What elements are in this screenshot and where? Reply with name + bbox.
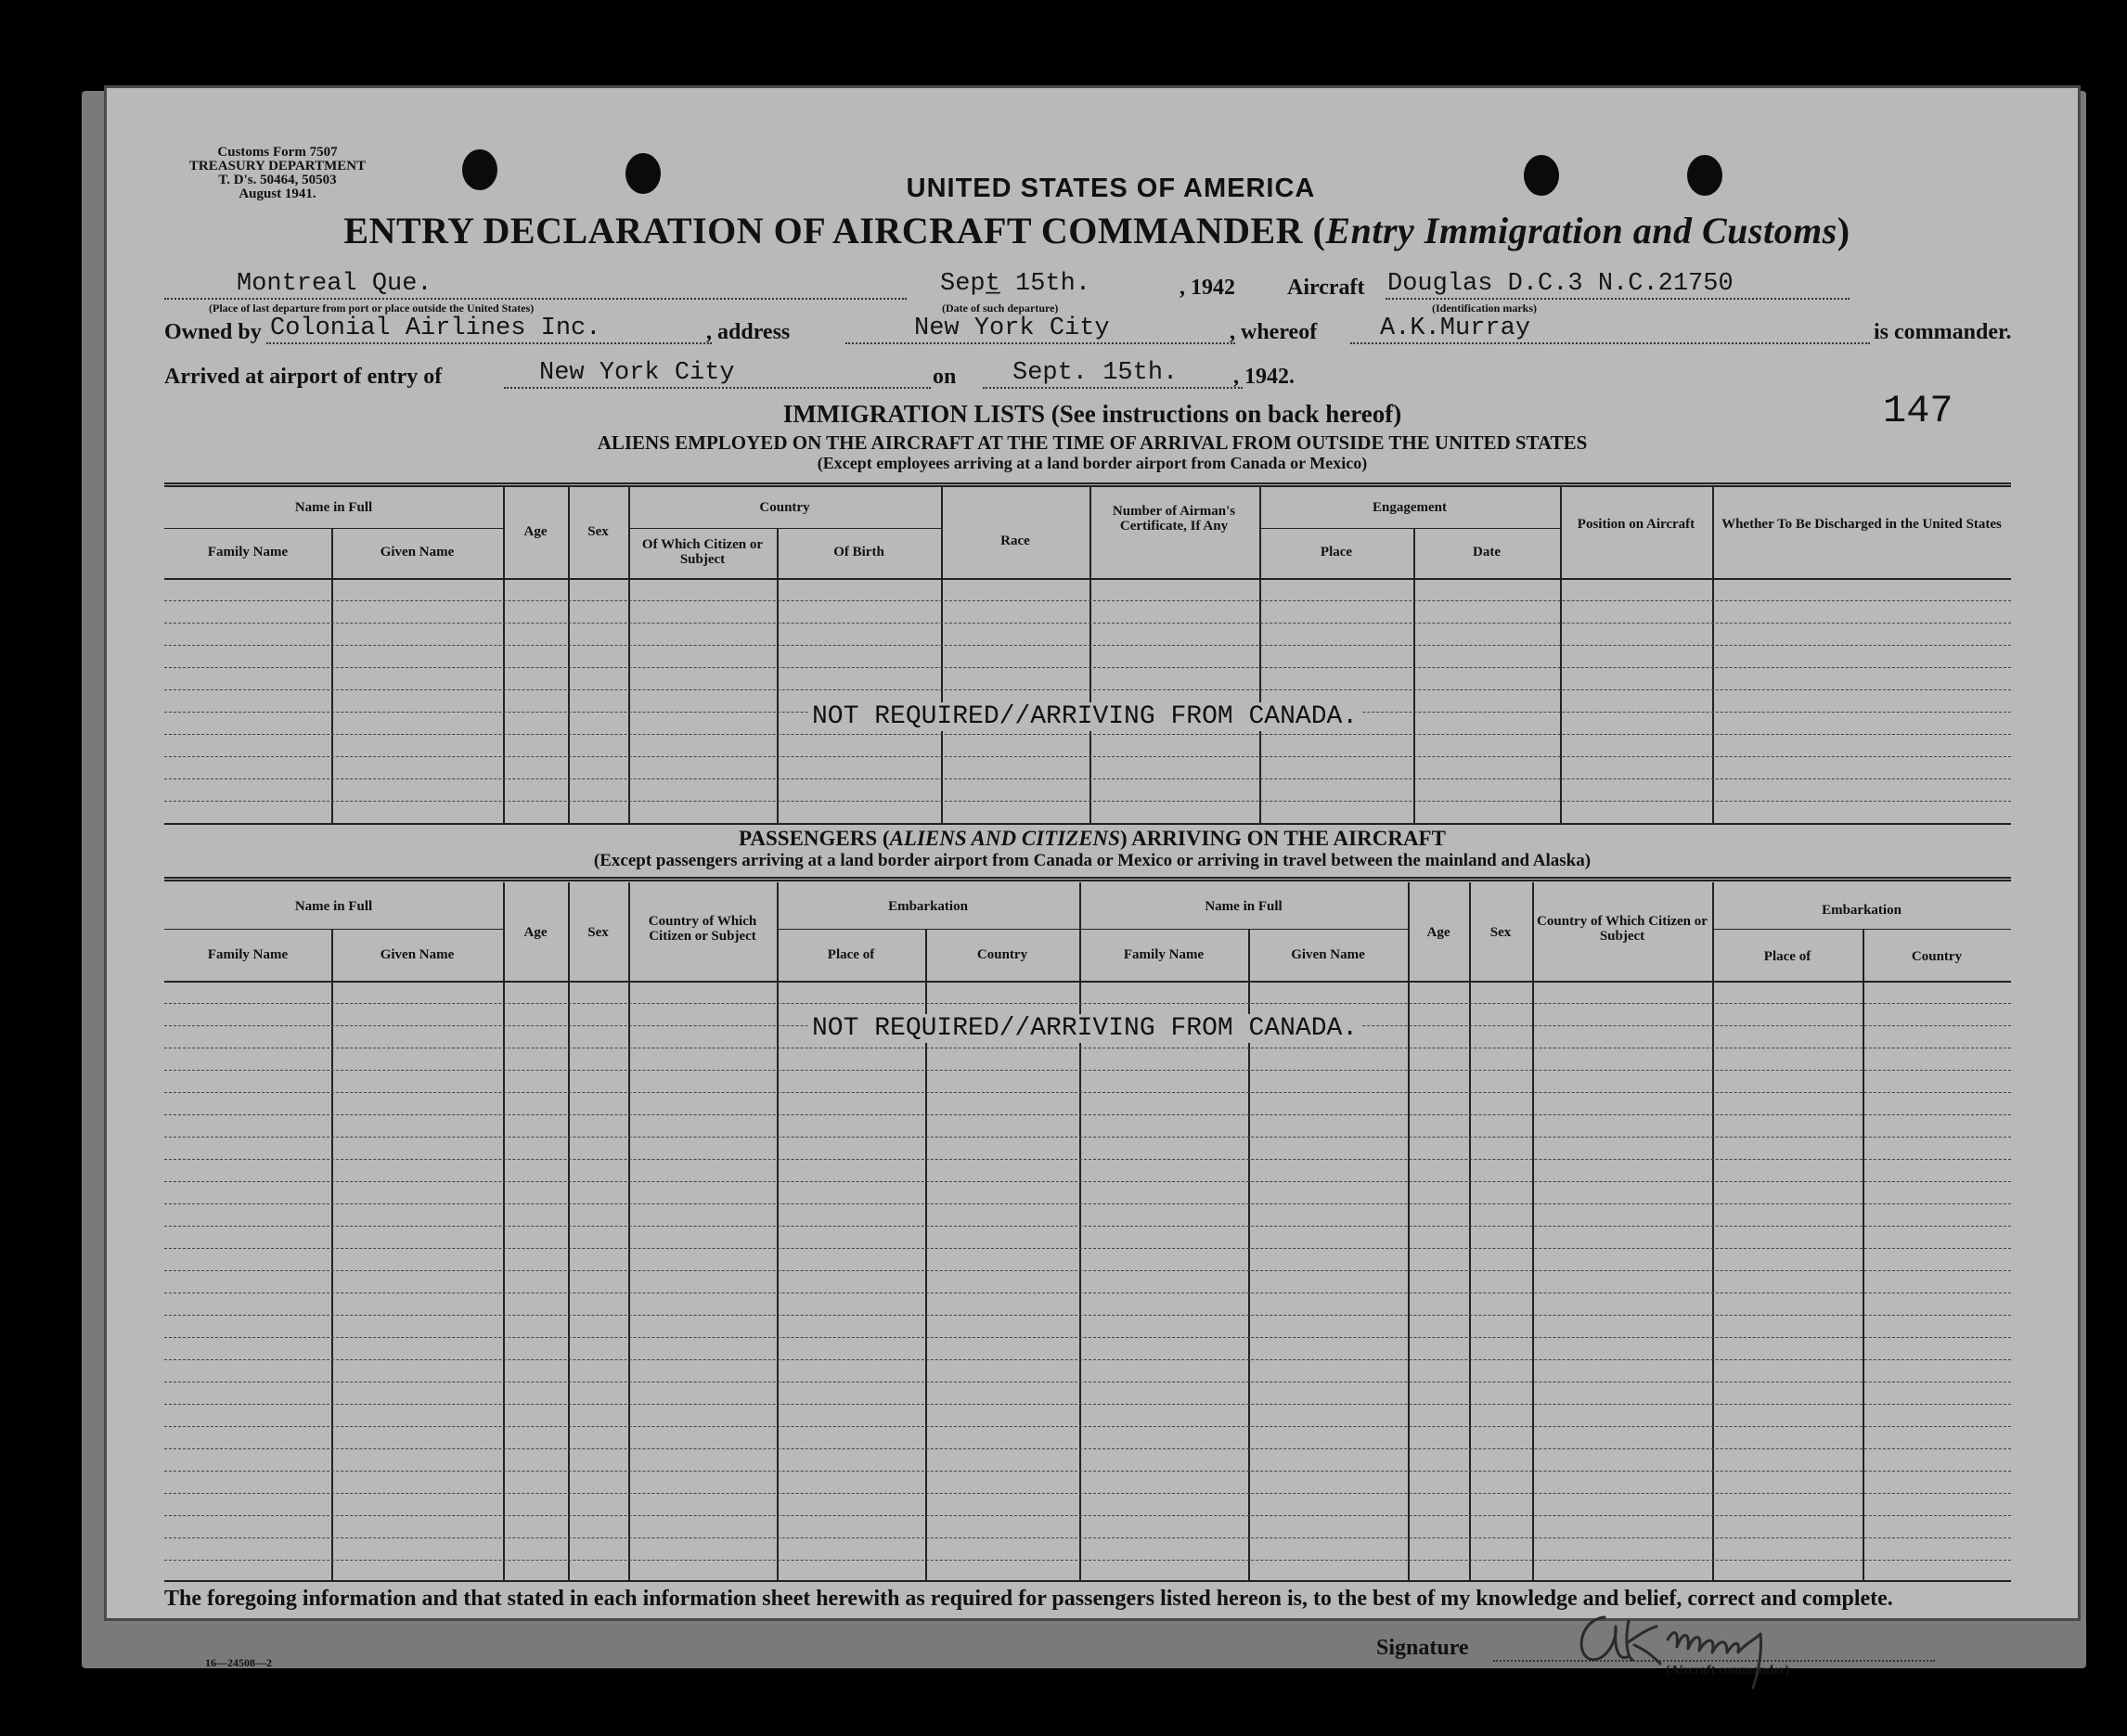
declaration-text: The foregoing information and that stated in each information sheet herewith as required for passengers listed hereon is, to the best of my knowledge and belief, correct and complete. xyxy=(164,1587,1893,1611)
arrival-airport-value: New York City xyxy=(539,359,735,387)
passengers-title-b: ) ARRIVING ON THE AIRCRAFT xyxy=(1119,827,1446,850)
title-italic: Entry Immigration and Customs xyxy=(1325,210,1837,251)
pax-header-country-2: Country xyxy=(1911,949,1963,964)
pax-header-family-name: Family Name xyxy=(207,947,289,962)
page-number: 147 xyxy=(1883,389,1953,433)
pax-header-country: Country xyxy=(976,947,1028,962)
arrival-year: , 1942. xyxy=(1233,365,1295,389)
arrival-date-value: Sept. 15th. xyxy=(1012,359,1179,387)
crew-header-position: Position on Aircraft xyxy=(1577,517,1695,532)
pax-header-embarkation-2: Embarkation xyxy=(1822,903,1901,918)
arrival-label: Arrived at airport of entry of xyxy=(164,365,443,389)
crew-header-certificate: Number of Airman's Certificate, If Any xyxy=(1112,504,1236,534)
pax-header-name-in-full: Name in Full xyxy=(294,899,373,914)
commander-value: A.K.Murray xyxy=(1380,315,1531,342)
crew-header-birth: Of Birth xyxy=(833,545,884,559)
signature-caption: (Aircraft commander) xyxy=(1666,1664,1790,1678)
departure-date-value: Sept̲ 15th. xyxy=(940,270,1091,298)
treasury-decisions: T. D's. 50464, 50503 xyxy=(218,173,337,187)
country-heading: UNITED STATES OF AMERICA xyxy=(906,174,1316,203)
owner-value: Colonial Airlines Inc. xyxy=(270,315,601,342)
crew-header-name-in-full: Name in Full xyxy=(294,500,373,515)
crew-header-race: Race xyxy=(1000,534,1030,548)
pax-header-age: Age xyxy=(523,925,548,940)
crew-table xyxy=(164,487,2011,823)
passengers-title xyxy=(107,827,2078,851)
address-label: , address xyxy=(706,320,791,344)
crew-header-sex: Sex xyxy=(587,524,609,539)
form-sheet xyxy=(104,85,2081,1678)
signature-image xyxy=(1564,1602,1824,1691)
form-number: Customs Form 7507 xyxy=(217,145,338,160)
pax-header-embarkation: Embarkation xyxy=(888,899,968,914)
immigration-subnote: (Except employees arriving at a land border airport from Canada or Mexico) xyxy=(817,454,1368,472)
passengers-table xyxy=(164,882,2011,1580)
crew-header-place: Place xyxy=(1320,545,1353,559)
whereof-label: , whereof xyxy=(1230,320,1318,344)
title-main: ENTRY DECLARATION OF AIRCRAFT COMMANDER ( xyxy=(343,210,1326,251)
departure-year: , 1942 xyxy=(1180,276,1235,300)
pax-header-given-name-2: Given Name xyxy=(1291,947,1365,962)
title-close: ) xyxy=(1837,210,1850,251)
pax-header-place-of-2: Place of xyxy=(1763,949,1811,964)
pax-header-family-name-2: Family Name xyxy=(1123,947,1205,962)
crew-header-discharged: Whether To Be Discharged in the United States xyxy=(1721,517,2002,532)
departure-place-value: Montreal Que. xyxy=(237,270,432,298)
passengers-title-a: PASSENGERS ( xyxy=(739,827,890,850)
crew-header-country: Country xyxy=(759,500,810,515)
departure-place-caption: (Place of last departure from port or place outside the United States) xyxy=(209,302,535,315)
passengers-subnote: (Except passengers arriving at a land border airport from Canada or Mexico or arriving in travel between the mainland and Alaska) xyxy=(593,851,1592,870)
aircraft-value: Douglas D.C.3 N.C.21750 xyxy=(1387,270,1734,298)
pax-header-place-of: Place of xyxy=(827,947,875,962)
passengers-not-required-stamp: NOT REQUIRED//ARRIVING FROM CANADA. xyxy=(808,1014,1361,1043)
department: TREASURY DEPARTMENT xyxy=(188,159,367,174)
crew-header-citizen: Of Which Citizen or Subject xyxy=(641,537,764,567)
commander-label: is commander. xyxy=(1874,320,2012,344)
crew-header-age: Age xyxy=(523,524,548,539)
aircraft-label: Aircraft xyxy=(1287,276,1365,300)
arrival-on-label: on xyxy=(933,365,957,389)
pax-header-given-name: Given Name xyxy=(380,947,455,962)
crew-header-date: Date xyxy=(1473,545,1501,559)
pax-header-sex: Sex xyxy=(587,925,609,940)
pax-header-citizen-2: Country of Which Citizen or Subject xyxy=(1537,914,1708,944)
pax-header-sex-2: Sex xyxy=(1489,925,1512,940)
immigration-title: IMMIGRATION LISTS (See instructions on back hereof) xyxy=(782,400,1402,428)
immigration-subtitle: ALIENS EMPLOYED ON THE AIRCRAFT AT THE TIME OF ARRIVAL FROM OUTSIDE THE UNITED STATES xyxy=(597,431,1588,454)
crew-header-engagement: Engagement xyxy=(1373,500,1447,515)
pax-header-name-in-full-2: Name in Full xyxy=(1205,899,1283,914)
departure-date-caption: (Date of such departure) xyxy=(942,302,1059,315)
owned-by-label: Owned by xyxy=(164,320,262,344)
crew-header-given-name: Given Name xyxy=(380,545,455,559)
print-code: 16—24508—2 xyxy=(205,1656,272,1669)
pax-header-age-2: Age xyxy=(1426,925,1450,940)
aircraft-caption: (Identification marks) xyxy=(1432,302,1537,315)
crew-header-family-name: Family Name xyxy=(207,545,289,559)
address-value: New York City xyxy=(914,315,1110,342)
signature-label: Signature xyxy=(1376,1636,1469,1660)
passengers-title-italic: ALIENS AND CITIZENS xyxy=(889,827,1120,850)
form-title xyxy=(107,209,2078,252)
form-date: August 1941. xyxy=(238,186,316,201)
pax-header-citizen: Country of Which Citizen or Subject xyxy=(648,914,757,944)
crew-not-required-stamp: NOT REQUIRED//ARRIVING FROM CANADA. xyxy=(808,702,1361,731)
